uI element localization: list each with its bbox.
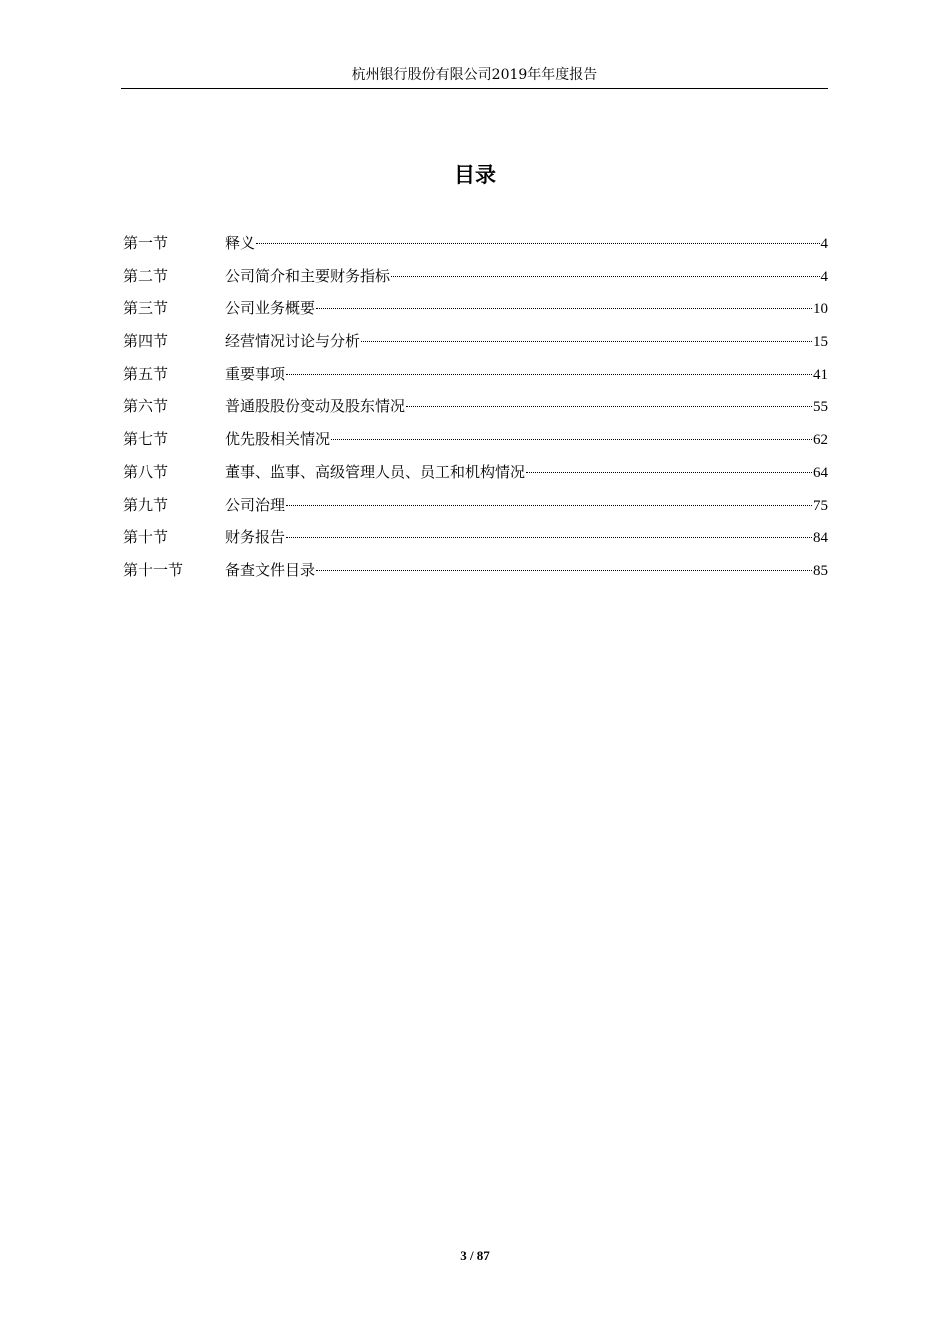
toc-title: 目录	[454, 163, 496, 187]
toc-entry-7[interactable]	[123, 426, 828, 459]
toc-dot-leader	[286, 374, 812, 375]
toc-section-title: 备查文件目录	[225, 560, 316, 579]
toc-dot-leader	[406, 406, 812, 407]
toc-page-number: 41	[813, 366, 828, 383]
toc-page-number: 75	[813, 497, 828, 514]
toc-entry-10[interactable]	[123, 524, 828, 557]
toc-section-label: 第七节	[123, 430, 169, 449]
running-header: 杭州银行股份有限公司2019年年度报告	[351, 67, 598, 83]
toc-page-number: 10	[813, 301, 828, 318]
toc-entry-8[interactable]	[123, 459, 828, 492]
header-rule	[121, 88, 828, 89]
toc-section-title: 公司简介和主要财务指标	[225, 266, 391, 285]
toc-entry-9[interactable]	[123, 492, 828, 525]
toc-page-number: 15	[813, 334, 828, 351]
toc-page-number: 4	[820, 236, 828, 252]
toc-section-label: 第三节	[123, 299, 169, 318]
toc-section-label: 第四节	[123, 332, 169, 351]
toc-entry-2[interactable]	[123, 263, 828, 296]
toc-section-title: 董事、监事、高级管理人员、员工和机构情况	[225, 462, 526, 481]
toc-section-label: 第八节	[123, 462, 169, 481]
toc-section-title: 经营情况讨论与分析	[225, 332, 361, 351]
toc-page-number: 85	[813, 562, 828, 579]
toc-dot-leader	[316, 570, 812, 571]
toc-dot-leader	[331, 439, 812, 440]
toc-section-title: 公司业务概要	[225, 299, 316, 318]
toc-dot-leader	[316, 308, 812, 309]
toc-dot-leader	[361, 341, 812, 342]
page-indicator: 3 / 87	[460, 1248, 490, 1263]
toc-entry-1[interactable]	[123, 230, 828, 263]
toc-section-label: 第二节	[123, 266, 169, 285]
toc-section-label: 第十节	[123, 528, 169, 547]
toc-page-number: 4	[820, 268, 828, 285]
toc-section-label: 第九节	[123, 495, 169, 514]
toc-section-title: 财务报告	[225, 528, 286, 547]
toc-dot-leader	[526, 472, 812, 473]
toc-section-label: 第十一节	[123, 560, 184, 579]
toc-section-title: 普通股股份变动及股东情况	[225, 397, 406, 416]
toc-dot-leader	[391, 276, 819, 277]
toc-section-label: 第五节	[123, 364, 169, 383]
toc-page-number: 84	[813, 530, 828, 547]
toc-section-label: 第一节	[123, 234, 169, 252]
toc-section-title: 释义	[225, 234, 256, 252]
toc-entry-5[interactable]	[123, 361, 828, 394]
toc-section-label: 第六节	[123, 397, 169, 416]
toc-page-number: 62	[813, 432, 828, 449]
toc-entry-4[interactable]	[123, 328, 828, 361]
toc-section-title: 公司治理	[225, 495, 286, 514]
toc-entry-11[interactable]	[123, 557, 828, 590]
toc-page-number: 55	[813, 399, 828, 416]
toc-section-title: 优先股相关情况	[225, 430, 331, 449]
toc-page-number: 64	[813, 464, 828, 481]
table-of-contents	[123, 230, 828, 590]
toc-entry-3[interactable]	[123, 295, 828, 328]
toc-dot-leader	[286, 537, 812, 538]
toc-section-title: 重要事项	[225, 364, 286, 383]
toc-dot-leader	[256, 243, 819, 244]
toc-entry-6[interactable]	[123, 393, 828, 426]
toc-dot-leader	[286, 505, 812, 506]
